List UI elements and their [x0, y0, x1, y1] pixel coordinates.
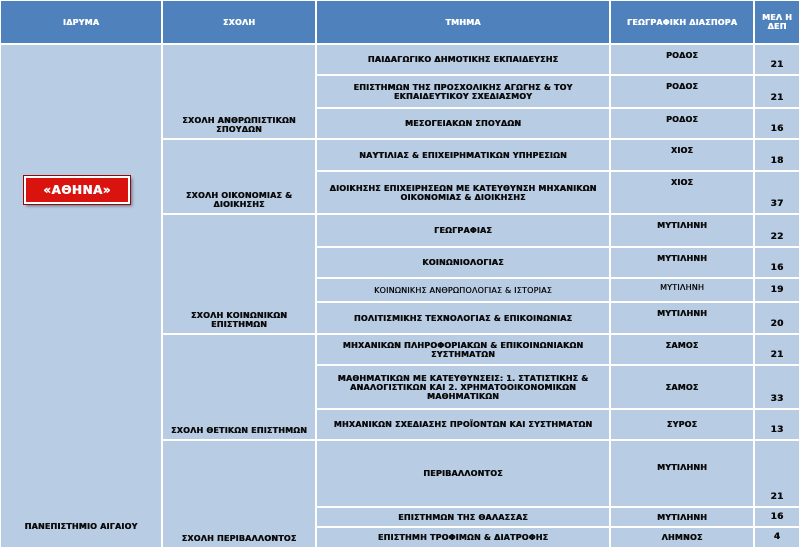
- members-cell: 22: [754, 214, 800, 247]
- members-cell: 33: [754, 365, 800, 409]
- members-cell: 21: [754, 334, 800, 365]
- school-cell: ΣΧΟΛΗ ΚΟΙΝΩΝΙΚΩΝ ΕΠΙΣΤΗΜΩΝ: [162, 214, 316, 334]
- members-cell: 21: [754, 44, 800, 75]
- department-cell: ΠΑΙΔΑΓΩΓΙΚΟ ΔΗΜΟΤΙΚΗΣ ΕΚΠΑΙΔΕΥΣΗΣ: [316, 44, 610, 75]
- header-school: ΣΧΟΛΗ: [162, 0, 316, 44]
- school-cell: ΣΧΟΛΗ ΑΝΘΡΩΠΙΣΤΙΚΩΝ ΣΠΟΥΔΩΝ: [162, 44, 316, 139]
- school-cell: ΣΧΟΛΗ ΘΕΤΙΚΩΝ ΕΠΙΣΤΗΜΩΝ: [162, 334, 316, 440]
- location-cell: ΜΥΤΙΛΗΝΗ: [610, 247, 754, 278]
- location-cell: ΜΥΤΙΛΗΝΗ: [610, 507, 754, 527]
- department-cell: ΕΠΙΣΤΗΜΩΝ ΤΗΣ ΘΑΛΑΣΣΑΣ: [316, 507, 610, 527]
- institution-name: ΠΑΝΕΠΙΣΤΗΜΙΟ ΑΙΓΑΙΟΥ: [24, 522, 138, 531]
- department-cell: ΚΟΙΝΩΝΙΟΛΟΓΙΑΣ: [316, 247, 610, 278]
- members-cell: 13: [754, 409, 800, 440]
- header-location: ΓΕΩΓΡΑΦΙΚΗ ΔΙΑΣΠΟΡΑ: [610, 0, 754, 44]
- members-cell: 21: [754, 440, 800, 507]
- department-cell: ΕΠΙΣΤΗΜΩΝ ΤΗΣ ΠΡΟΣΧΟΛΙΚΗΣ ΑΓΩΓΗΣ & ΤΟΥ ΕΚΠΑΙΔΕΥΤΙΚΟΥ ΣΧΕΔΙΑΣΜΟΥ: [316, 75, 610, 108]
- department-cell: ΚΟΙΝΩΝΙΚΗΣ ΑΝΘΡΩΠΟΛΟΓΙΑΣ & ΙΣΤΟΡΙΑΣ: [316, 278, 610, 302]
- department-cell: ΜΗΧΑΝΙΚΩΝ ΠΛΗΡΟΦΟΡΙΑΚΩΝ & ΕΠΙΚΟΙΝΩΝΙΑΚΩΝ ΣΥΣΤΗΜΑΤΩΝ: [316, 334, 610, 365]
- header-members: ΜΕΛ Η ΔΕΠ: [754, 0, 800, 44]
- location-cell: ΣΥΡΟΣ: [610, 409, 754, 440]
- members-cell: 18: [754, 139, 800, 171]
- location-cell: ΜΥΤΙΛΗΝΗ: [610, 440, 754, 507]
- header-department: ΤΜΗΜΑ: [316, 0, 610, 44]
- location-cell: ΛΗΜΝΟΣ: [610, 527, 754, 548]
- school-cell: ΣΧΟΛΗ ΠΕΡΙΒΑΛΛΟΝΤΟΣ: [162, 440, 316, 548]
- department-cell: ΜΑΘΗΜΑΤΙΚΩΝ ΜΕ ΚΑΤΕΥΘΥΝΣΕΙΣ: 1. ΣΤΑΤΙΣΤΙΚΗΣ & ΑΝΑΛΟΓΙΣΤΙΚΩΝ ΚΑΙ 2. ΧΡΗΜΑΤΟΟΙΚΟΝΟΜΙΚΩΝ ΜΑΘΗΜΑΤΙΚΩΝ: [316, 365, 610, 409]
- members-cell: 20: [754, 302, 800, 334]
- location-cell: ΡΟΔΟΣ: [610, 44, 754, 75]
- location-cell: ΜΥΤΙΛΗΝΗ: [610, 278, 754, 302]
- location-cell: ΣΑΜΟΣ: [610, 334, 754, 365]
- location-cell: ΡΟΔΟΣ: [610, 75, 754, 108]
- location-cell: ΜΥΤΙΛΗΝΗ: [610, 302, 754, 334]
- athena-badge: «ΑΘΗΝΑ»: [24, 176, 130, 204]
- department-cell: ΝΑΥΤΙΛΙΑΣ & ΕΠΙΧΕΙΡΗΜΑΤΙΚΩΝ ΥΠΗΡΕΣΙΩΝ: [316, 139, 610, 171]
- department-cell: ΓΕΩΓΡΑΦΙΑΣ: [316, 214, 610, 247]
- location-cell: ΜΥΤΙΛΗΝΗ: [610, 214, 754, 247]
- department-cell: ΔΙΟΙΚΗΣΗΣ ΕΠΙΧΕΙΡΗΣΕΩΝ ΜΕ ΚΑΤΕΥΘΥΝΣΗ ΜΗΧΑΝΙΚΩΝ ΟΙΚΟΝΟΜΙΑΣ & ΔΙΟΙΚΗΣΗΣ: [316, 171, 610, 214]
- location-cell: ΧΙΟΣ: [610, 139, 754, 171]
- location-cell: ΡΟΔΟΣ: [610, 108, 754, 139]
- location-cell: ΧΙΟΣ: [610, 171, 754, 214]
- members-cell: 16: [754, 247, 800, 278]
- members-cell: 19: [754, 278, 800, 302]
- members-cell: 37: [754, 171, 800, 214]
- members-cell: 16: [754, 108, 800, 139]
- department-cell: ΠΟΛΙΤΙΣΜΙΚΗΣ ΤΕΧΝΟΛΟΓΙΑΣ & ΕΠΙΚΟΙΝΩΝΙΑΣ: [316, 302, 610, 334]
- department-cell: ΕΠΙΣΤΗΜΗ ΤΡΟΦΙΜΩΝ & ΔΙΑΤΡΟΦΗΣ: [316, 527, 610, 548]
- header-institution: ΙΔΡΥΜΑ: [0, 0, 162, 44]
- members-cell: 4: [754, 527, 800, 548]
- location-cell: ΣΑΜΟΣ: [610, 365, 754, 409]
- department-cell: ΠΕΡΙΒΑΛΛΟΝΤΟΣ: [316, 440, 610, 507]
- department-cell: ΜΗΧΑΝΙΚΩΝ ΣΧΕΔΙΑΣΗΣ ΠΡΟΪΟΝΤΩΝ ΚΑΙ ΣΥΣΤΗΜΑΤΩΝ: [316, 409, 610, 440]
- school-cell: ΣΧΟΛΗ ΟΙΚΟΝΟΜΙΑΣ & ΔΙΟΙΚΗΣΗΣ: [162, 139, 316, 214]
- members-cell: 16: [754, 507, 800, 527]
- department-cell: ΜΕΣΟΓΕΙΑΚΩΝ ΣΠΟΥΔΩΝ: [316, 108, 610, 139]
- members-cell: 21: [754, 75, 800, 108]
- institution-cell: [0, 44, 162, 548]
